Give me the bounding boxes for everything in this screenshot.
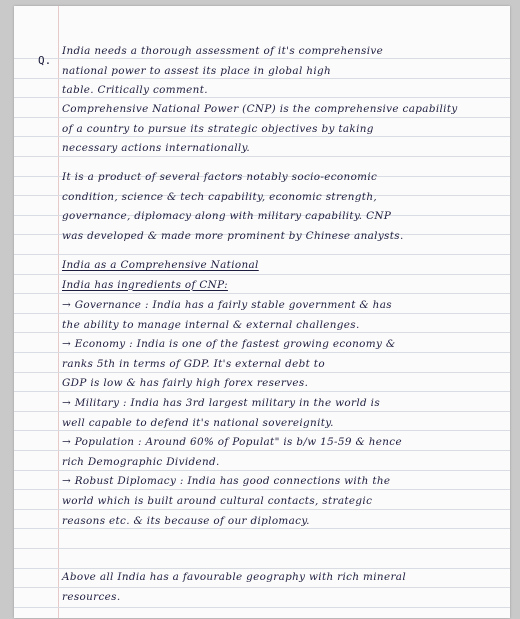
point-military-line: well capable to defend it's national sovereignity.: [62, 416, 334, 429]
point-population-line: → Population : Around 60% of Populat" is b/w 15-59 & hence: [62, 436, 402, 449]
point-diplomacy-line: → Robust Diplomacy : India has good connections with the: [62, 475, 391, 488]
point-diplomacy-line: world which is built around cultural contacts, strategic: [62, 494, 373, 507]
points-list: [62, 296, 502, 531]
paragraph-line: governance, diplomacy along with military capability. CNP: [62, 210, 392, 223]
ruled-line: [14, 254, 510, 255]
closing-line: resources.: [62, 590, 121, 603]
question-number: Q.: [38, 54, 52, 67]
point-governance-line: → Governance : India has a fairly stable government & has: [62, 299, 392, 311]
ruled-line: [14, 548, 510, 549]
notebook-page: [14, 6, 510, 618]
heading-line: India as a Comprehensive National: [62, 259, 259, 271]
point-governance-line: the ability to manage internal & external challenges.: [62, 318, 360, 331]
question-line: India needs a thorough assessment of it's comprehensive: [62, 45, 384, 57]
point-military-line: → Military : India has 3rd largest military in the world is: [62, 396, 381, 409]
paragraph-line: of a country to pursue its strategic objectives by taking: [62, 122, 374, 135]
question-text: [62, 42, 502, 101]
question-line: national power to assest its place in global high: [62, 64, 332, 77]
section-heading: [62, 256, 502, 295]
paragraph-line: Comprehensive National Power (CNP) is the comprehensive capability: [62, 103, 458, 115]
paragraph-line: condition, science & tech capability, economic strength,: [62, 190, 378, 203]
paragraph-line: It is a product of several factors notably socio-economic: [62, 171, 378, 183]
point-economy-line: ranks 5th in terms of GDP. It's external debt to: [62, 357, 325, 370]
heading-line: India has ingredients of CNP:: [62, 278, 228, 291]
definition-paragraph: [62, 100, 502, 159]
point-economy-line: GDP is low & has fairly high forex reserves.: [62, 377, 309, 390]
question-line: table. Critically comment.: [62, 84, 208, 97]
point-population-line: rich Demographic Dividend.: [62, 455, 220, 468]
point-economy-line: → Economy : India is one of the fastest growing economy &: [62, 338, 396, 351]
factors-paragraph: [62, 168, 502, 246]
point-diplomacy-line: reasons etc. & its because of our diplomacy.: [62, 514, 310, 527]
closing-paragraph: [62, 568, 502, 607]
paragraph-line: necessary actions internationally.: [62, 142, 251, 155]
closing-line: Above all India has a favourable geography with rich mineral: [62, 571, 406, 583]
paragraph-line: was developed & made more prominent by Chinese analysts.: [62, 229, 404, 242]
